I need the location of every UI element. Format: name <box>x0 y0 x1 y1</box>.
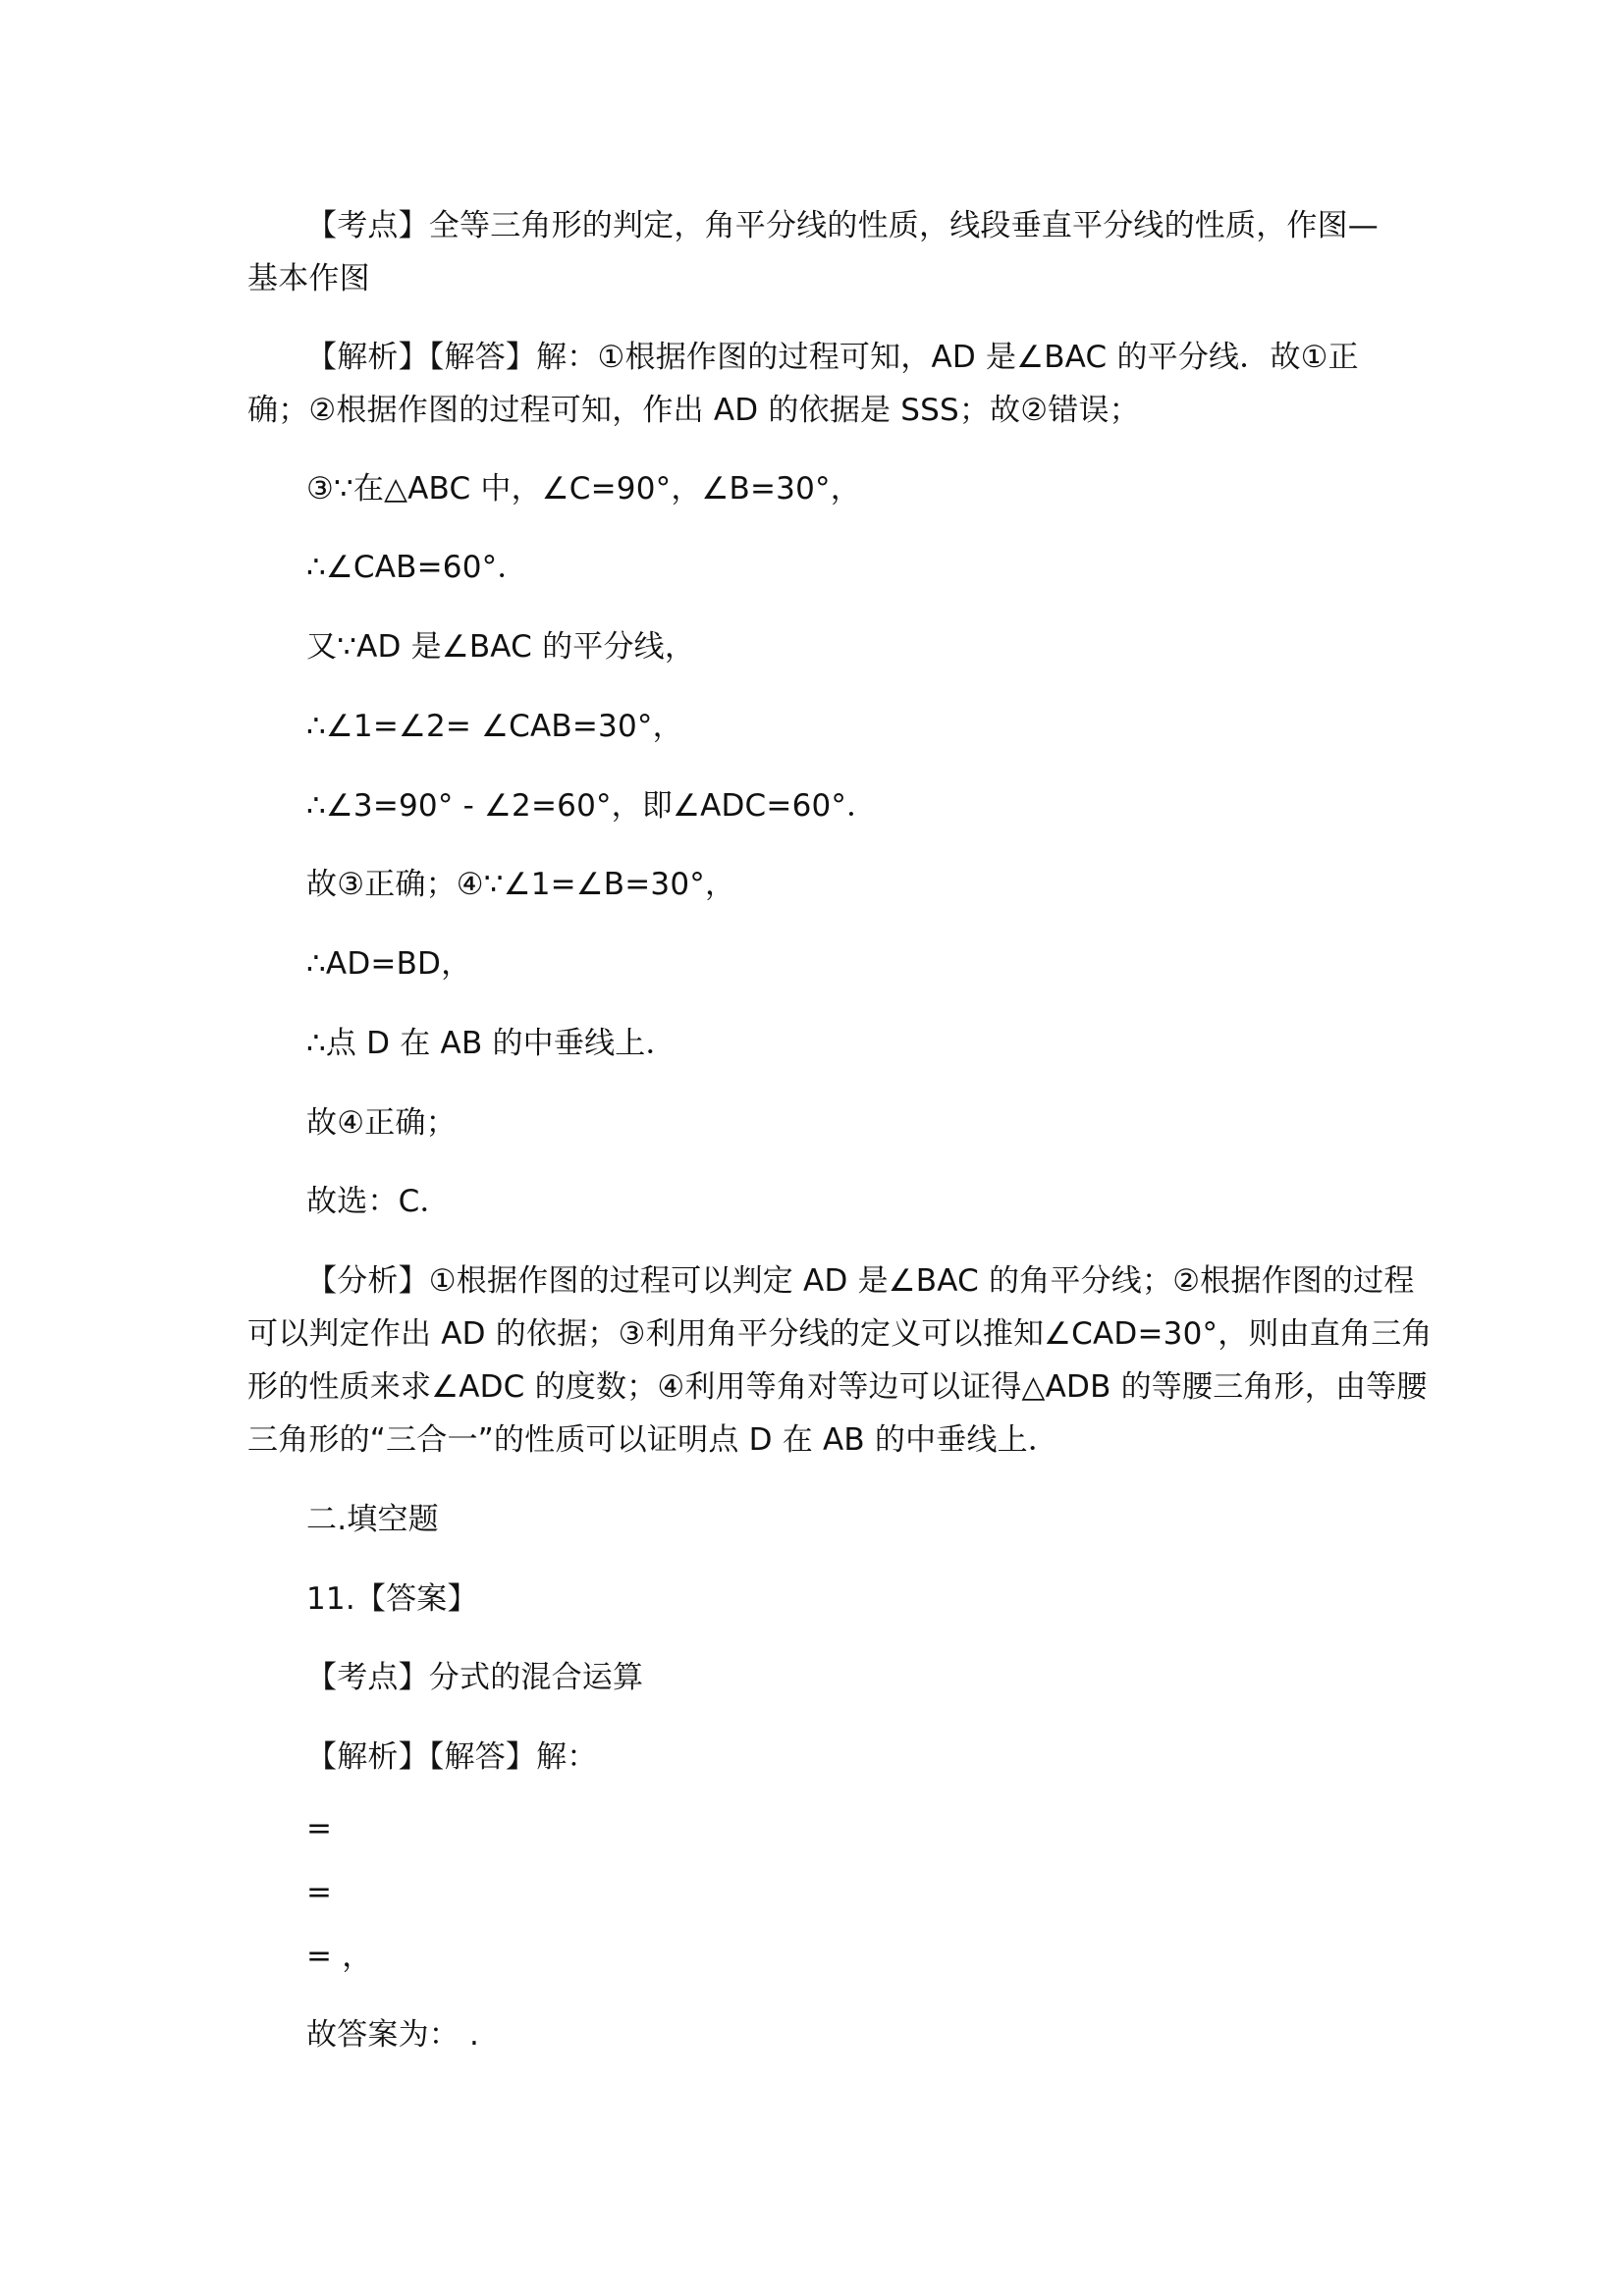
text-line-equals-1: = <box>306 1811 333 1846</box>
section-heading: 二.填空题 <box>306 1502 439 1537</box>
text-line-fenxi-3: 形的性质来求∠ADC 的度数；④利用等角对等边可以证得△ADB 的等腰三角形，由等腰 <box>247 1369 1428 1405</box>
text-line-equals-3: = ， <box>306 1939 373 1974</box>
text-line-step-3: ③∵在△ABC 中，∠C=90°，∠B=30°， <box>306 471 861 507</box>
text-line-choice: 故选：C． <box>306 1184 451 1219</box>
text-line-jiexi-1: 【解析】【解答】解：①根据作图的过程可知，AD 是∠BAC 的平分线．故①正 <box>306 340 1359 375</box>
text-line-cab: ∴∠CAB=60°． <box>306 550 528 585</box>
text-line-kaodian-2: 基本作图 <box>247 261 370 296</box>
text-line-step-4: 故③正确；④∵∠1=∠B=30°， <box>306 867 736 902</box>
text-line-final-answer: 故答案为： . <box>306 2017 480 2053</box>
text-line-equals-2: = <box>306 1875 333 1910</box>
text-line-fenxi-2: 可以判定作出 AD 的依据；③利用角平分线的定义可以推知∠CAD=30°，则由直角三角 <box>247 1316 1433 1352</box>
text-line-angle-1-2: ∴∠1=∠2= ∠CAB=30°， <box>306 709 683 744</box>
text-line-bisector: 又∵AD 是∠BAC 的平分线， <box>306 629 696 665</box>
text-line-q11-kaodian: 【考点】分式的混合运算 <box>306 1660 644 1695</box>
text-line-fenxi-4: 三角形的“三合一”的性质可以证明点 D 在 AB 的中垂线上． <box>247 1422 1059 1458</box>
text-line-q11-jiexi: 【解析】【解答】解： <box>306 1739 598 1775</box>
text-line-fenxi-1: 【分析】①根据作图的过程可以判定 AD 是∠BAC 的角平分线；②根据作图的过程 <box>306 1263 1415 1299</box>
text-line-q11-answer: 11.【答案】 <box>306 1581 478 1617</box>
text-line-kaodian-1: 【考点】全等三角形的判定，角平分线的性质，线段垂直平分线的性质，作图— <box>306 208 1379 243</box>
text-line-four-correct: 故④正确； <box>306 1105 457 1141</box>
text-line-perpendicular: ∴点 D 在 AB 的中垂线上． <box>306 1026 677 1061</box>
text-line-jiexi-2: 确；②根据作图的过程可知，作出 AD 的依据是 SSS；故②错误； <box>247 393 1140 428</box>
text-line-ad-bd: ∴AD=BD， <box>306 946 472 982</box>
text-line-angle-3: ∴∠3=90° - ∠2=60°，即∠ADC=60°． <box>306 788 878 824</box>
